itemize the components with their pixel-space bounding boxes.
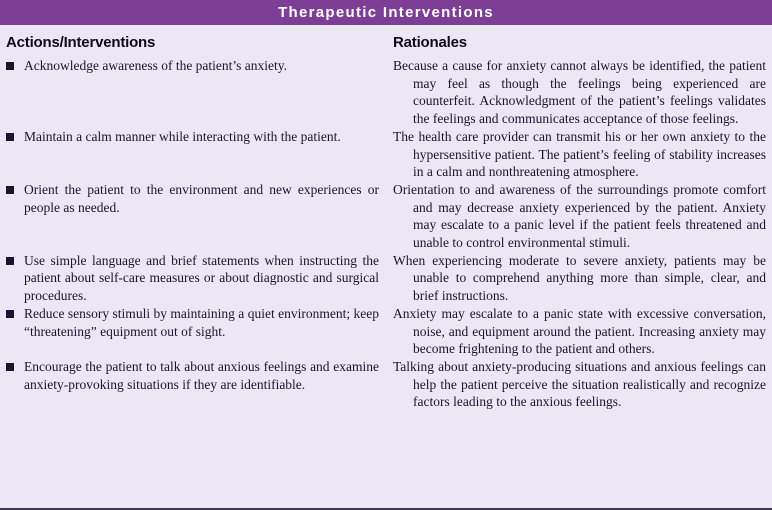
bullet-square-icon — [6, 310, 14, 318]
rationale-text: Orientation to and awareness of the surroundings promote comfort and may decrease anxiety experienced by the patient. Anxiety may escalate to a panic level if the patient feels threatened and unable to control environmental stimuli. — [393, 181, 766, 251]
table-body — [0, 56, 772, 411]
rationale-text: Anxiety may escalate to a panic state with excessive conversation, noise, and equipment around the patient. Increasing anxiety may become frightening to the patient and others. — [393, 305, 766, 357]
column-header-rationales: Rationales — [393, 34, 467, 51]
action-cell — [6, 252, 393, 305]
rationale-text: When experiencing moderate to severe anxiety, patients may be unable to comprehend anything more than simple, clear, and brief instructions. — [393, 252, 766, 304]
rationale-text: Because a cause for anxiety cannot always be identified, the patient may feel as though the feelings being experienced are counterfeit. Acknowledgment of the patient’s feelings validates the feelings and communicates acceptance of those feelings. — [393, 58, 766, 127]
bullet-square-icon — [6, 257, 14, 265]
table-row — [6, 128, 766, 181]
action-text: Reduce sensory stimuli by maintaining a quiet environment; keep “threatening” equipment out of sight. — [24, 305, 379, 339]
bullet-square-icon — [6, 363, 14, 371]
bullet-square-icon — [6, 133, 14, 141]
action-text: Maintain a calm manner while interacting with the patient. — [24, 128, 341, 144]
rationale-text: The health care provider can transmit his or her own anxiety to the hypersensitive patient. The patient’s feeling of stability increases in a calm and nonthreatening atmosphere. — [393, 128, 766, 180]
table-row — [6, 57, 766, 128]
action-text: Use simple language and brief statements when instructing the patient about self-care measures or about diagnostic and surgical procedures. — [24, 252, 379, 304]
action-text: Encourage the patient to talk about anxious feelings and examine anxiety-provoking situations if they are identifiable. — [24, 358, 379, 392]
column-header-row — [0, 25, 772, 56]
action-cell — [6, 128, 393, 181]
rationale-text: Talking about anxiety-producing situations and anxious feelings can help the patient perceive the situation realistically and recognize factors leading to the anxious feelings. — [393, 358, 766, 410]
action-cell — [6, 57, 393, 128]
action-cell — [6, 305, 393, 358]
action-text: Acknowledge awareness of the patient’s anxiety. — [24, 58, 288, 73]
action-text: Orient the patient to the environment and new experiences or people as needed. — [24, 181, 379, 215]
table-row — [6, 358, 766, 411]
table-row — [6, 252, 766, 305]
table-row — [6, 305, 766, 358]
column-header-actions: Actions/Interventions — [6, 34, 156, 51]
action-cell — [6, 358, 393, 411]
bullet-square-icon — [6, 186, 14, 194]
table-title: Therapeutic Interventions — [278, 4, 494, 21]
bullet-square-icon — [6, 62, 14, 70]
table-title-bar — [0, 0, 772, 25]
table-row — [6, 181, 766, 252]
action-cell — [6, 181, 393, 252]
